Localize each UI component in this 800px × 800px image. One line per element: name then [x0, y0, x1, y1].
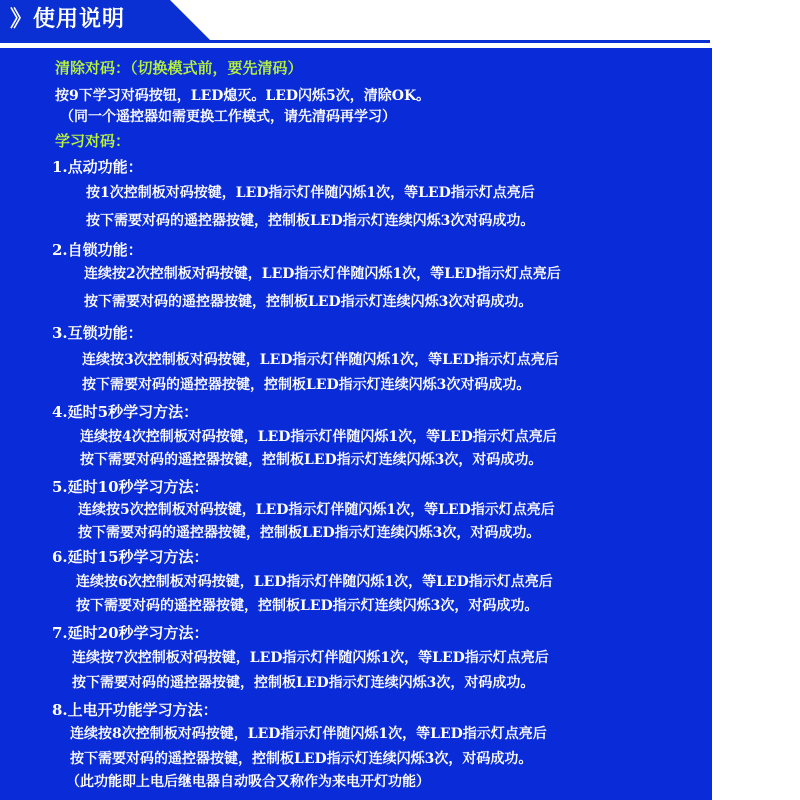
clear-section-title: 清除对码：（切换模式前，要先清码） — [55, 59, 303, 77]
header-underline — [0, 40, 710, 43]
mode-1-title: 1.点动功能： — [52, 158, 143, 176]
mode-3-line: 连续按3次控制板对码按键，LED指示灯伴随闪烁1次，等LED指示灯点亮后 — [82, 352, 559, 368]
mode-7-title: 7.延时20秒学习方法： — [52, 624, 209, 642]
page-title: 》使用说明 — [10, 7, 126, 32]
mode-1-line: 按1次控制板对码按键，LED指示灯伴随闪烁1次，等LED指示灯点亮后 — [86, 185, 535, 201]
mode-4-line: 按下需要对码的遥控器按键，控制板LED指示灯连续闪烁3次，对码成功。 — [80, 452, 543, 468]
mode-8-line: 连续按8次控制板对码按键，LED指示灯伴随闪烁1次，等LED指示灯点亮后 — [70, 726, 547, 742]
mode-4-title: 4.延时5秒学习方法： — [52, 403, 199, 421]
mode-8-line: 按下需要对码的遥控器按键，控制板LED指示灯连续闪烁3次，对码成功。 — [70, 751, 533, 767]
mode-4-line: 连续按4次控制板对码按键，LED指示灯伴随闪烁1次，等LED指示灯点亮后 — [80, 429, 557, 445]
mode-8-title: 8.上电开功能学习方法： — [52, 701, 218, 719]
mode-6-title: 6.延时15秒学习方法： — [52, 548, 209, 566]
mode-3-title: 3.互锁功能： — [52, 324, 143, 342]
mode-6-line: 连续按6次控制板对码按键，LED指示灯伴随闪烁1次，等LED指示灯点亮后 — [76, 574, 553, 590]
mode-5-line: 连续按5次控制板对码按键，LED指示灯伴随闪烁1次，等LED指示灯点亮后 — [78, 502, 555, 518]
mode-8-note: （此功能即上电后继电器自动吸合又称作为来电开灯功能） — [66, 774, 430, 790]
mode-1-line: 按下需要对码的遥控器按键，控制板LED指示灯连续闪烁3次对码成功。 — [86, 213, 535, 229]
mode-2-line: 连续按2次控制板对码按键，LED指示灯伴随闪烁1次，等LED指示灯点亮后 — [84, 266, 561, 282]
mode-7-line: 按下需要对码的遥控器按键，控制板LED指示灯连续闪烁3次，对码成功。 — [72, 675, 535, 691]
mode-5-title: 5.延时10秒学习方法： — [52, 478, 209, 496]
mode-7-line: 连续按7次控制板对码按键，LED指示灯伴随闪烁1次，等LED指示灯点亮后 — [72, 650, 549, 666]
mode-3-line: 按下需要对码的遥控器按键，控制板LED指示灯连续闪烁3次对码成功。 — [82, 377, 531, 393]
learn-section-title: 学习对码： — [55, 132, 131, 150]
mode-2-title: 2.自锁功能： — [52, 241, 143, 259]
mode-5-line: 按下需要对码的遥控器按键，控制板LED指示灯连续闪烁3次，对码成功。 — [78, 525, 541, 541]
mode-2-line: 按下需要对码的遥控器按键，控制板LED指示灯连续闪烁3次对码成功。 — [84, 294, 533, 310]
clear-section-note: （同一个遥控器如需更换工作模式，请先清码再学习） — [60, 109, 396, 125]
header-bar — [0, 0, 800, 44]
mode-6-line: 按下需要对码的遥控器按键，控制板LED指示灯连续闪烁3次，对码成功。 — [76, 598, 539, 614]
clear-section-line: 按9下学习对码按钮，LED熄灭。LED闪烁5次，清除OK。 — [55, 88, 431, 104]
